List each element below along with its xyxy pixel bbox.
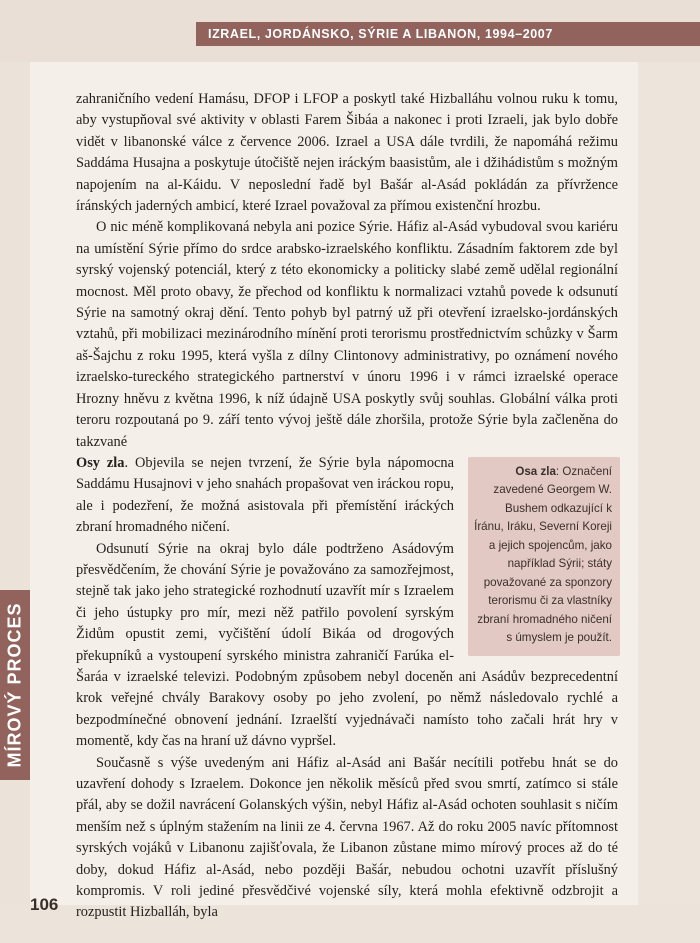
paragraph-3: Odsunutí Sýrie na okraj bylo dále podtrženo Asádovým přesvědčením, že chování Sýrie je považováno za samozřejmost, stejně tak jako jeho strategické rozhodnutí uzavřít mír s Izraelem či jeho ústupky pro mír, mezi něž patřilo povolení syrským Židům opustit zemi, vyčištění údolí Bikáa od drogových překupníků a vystoupení syrského ministra zahraničí Farúka el-Šaráa v izraelské televizi. Podobným způsobem nebyl doceněn ani Asádův bezprecedentní krok veřejné chvály Barakovy osoby po jeho zvolení, po němž následovalo rychlé a bezpodmínečné obnovení jednání. Izraelští vyjednávači namísto toho začali hrát hry v momentě, kdy čas na hraní už dávno vypršel.	[76, 540, 618, 750]
running-title: IZRAEL, JORDÁNSKO, SÝRIE A LIBANON, 1994–2007	[208, 27, 553, 41]
right-margin-band	[638, 62, 700, 943]
body-text	[76, 89, 618, 924]
paragraph-4: Současně s výše uvedeným ani Háfiz al-Asád ani Bašár necítili potřebu hnát se do uzavření dohody s Izraelem. Dokonce jen několik měsíců před svou smrtí, zatímco si stále přál, aby se dožil navrácení Golanských výšin, nebyl Háfiz al-Asád ochoten souhlasit s ničím menším než s úplným stažením na linii ze 4. června 1967. Až do roku 2005 navíc přítomnost syrských vojáků v Libanonu zajišťovala, že Libanon zůstane mimo mírový proces až do té doby, dokud Háfiz al-Asád, nebo později Bašár, nebudou ochotni uzavřít příslušný kompromis. V roli jediné přesvědčivé vojenské síly, která mohla efektivně odzbrojit a rozpustit Hizballáh, byla	[76, 754, 618, 921]
left-margin-band	[0, 62, 30, 943]
glossary-term: Osa zla	[515, 464, 556, 478]
running-header	[196, 22, 700, 46]
glossary-sidebar	[468, 457, 620, 656]
paragraph-1: zahraničního vedení Hamásu, DFOP i LFOP a poskytl také Hizballáhu volnou ruku k tomu, aby vystupňoval své aktivity v oblasti Farem Šibáa a nakonec i proti Izraeli, jak bylo dobře vidět v libanonské válce z července 2006. Izrael a USA dále tvrdili, že napomáhá režimu Saddáma Husajna a poskytuje útočiště nejen iráckým baasistům, ale i džihádistům s možným napojením na al-Káidu. V neposlední řadě byl Bašár al-Asád pokládán za přívržence íránských jaderných ambicí, které Izrael považoval za přímou existenční hrozbu.	[76, 91, 618, 215]
paragraph-2-text-a: O nic méně komplikovaná nebyla ani pozice Sýrie. Háfiz al-Asád vybudoval svou kariéru na umístění Sýrie přímo do srdce arabsko-izraelského konfliktu. Zásadním faktorem zde byl syrský vojenský potenciál, který z této ekonomicky a politicky slabé země udělal regionální mocnost. Měl proto obavy, že přechod od konfliktu k normalizaci vztahů povede k odsunutí Sýrie na samotný okraj dění. Tento pohyb byl patrný už při otevření izraelsko-jordánských vztahů, při mobilizaci mezinárodního mínění proti terorismu prostřednictvím schůzky v Šarm aš-Šajchu z roku 1995, která vyšla z dílny Clintonovy administrativy, po oznámení nového izraelsko-tureckého strategického partnerství v únoru 1996 i v rámci izraelské operace Hrozny hněvu z května 1996, k níž údajně USA poskytly svůj souhlas. Globální válka proti teroru rozpoutaná po 9. září tento vývoj ještě dále zhoršila, protože Sýrie byla začleněna do takzvané	[76, 219, 618, 450]
section-side-tab-label: MÍROVÝ PROCES	[4, 602, 25, 768]
paragraph-2	[76, 217, 618, 452]
paragraph-2-term: Osy zla	[76, 454, 125, 471]
glossary-definition: : Označení zavedené Georgem W. Bushem odkazující k Íránu, Iráku, Severní Koreji a jejich spojencům, jako například Sýrii; státy považované za sponzory terorismu či za vlastníky zbraní hromadného ničení s úmyslem je použít.	[474, 464, 612, 645]
paragraph-2-text-b: . Objevila se nejen tvrzení, že Sýrie byla nápomocna Saddámu Husajnovi v jeho snahách propašovat ven iráckou ropu, ale i podezření, že možná asistovala při přemístění iráckých zbraní hromadného ničení.	[76, 454, 454, 536]
page-number: 106	[30, 895, 59, 914]
